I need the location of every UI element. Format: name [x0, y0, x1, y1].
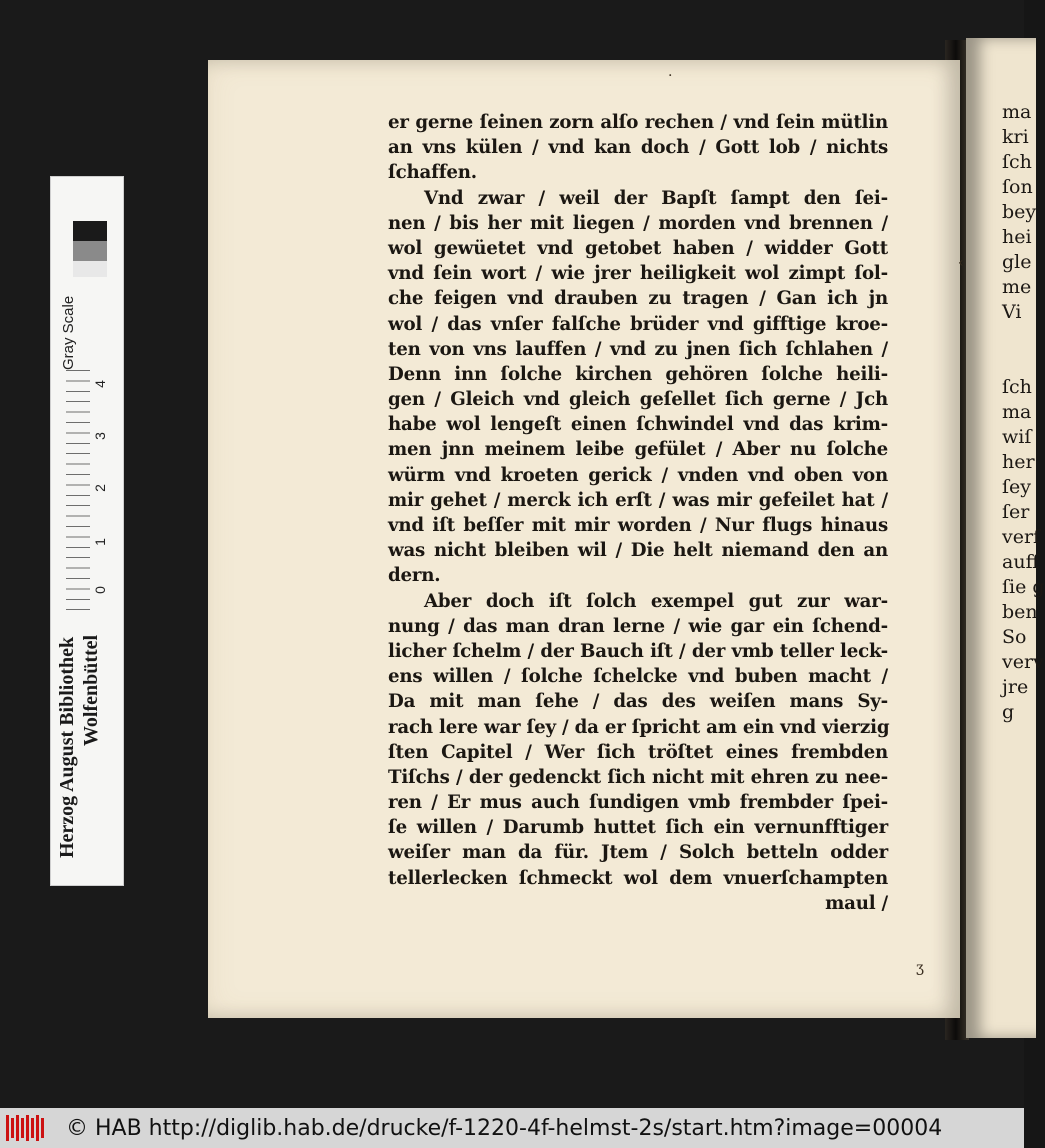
- ruler-number-2: 2: [91, 484, 108, 492]
- page-corner-mark: ʒ: [916, 960, 924, 976]
- white-swatch: [73, 261, 107, 277]
- facing-page-text: ma kri ſch ſon bey hei gle me Vi ſch ma wiſ her ſey ſer verſ auff ſie g ben So verv jre g: [1002, 101, 1045, 723]
- text-line: habe wol lengeſt einen ſchwindel vnd das krim-: [388, 414, 888, 436]
- gray-scale-label: Gray Scale: [60, 295, 77, 370]
- text-line: men jnn meinem leibe gefület / Aber nu ſolche: [388, 439, 888, 461]
- text-line: ens willen / ſolche ſchelcke vnd buben macht /: [388, 666, 888, 688]
- text-line: Vnd zwar / weil der Bapſt ſampt den ſei-: [424, 187, 888, 209]
- institution-city: Wolfenbüttel: [80, 634, 102, 746]
- text-line: an vns külen / vnd kan doch / Gott lob / nichts: [388, 137, 888, 159]
- text-line: weiſer man da für. Jtem / Solch betteln odder: [388, 842, 888, 864]
- footer-bar: [0, 1108, 1024, 1148]
- text-line: vnd ſein wort / wie jrer heiligkeit wol zimpt ſol-: [388, 263, 888, 285]
- text-line: nung / das man dran lerne / wie gar ein ſchend-: [388, 615, 888, 637]
- text-line: er gerne ſeinen zorn alſo rechen / vnd ſein mütlin: [388, 112, 888, 133]
- ruler-number-3: 3: [91, 432, 108, 440]
- text-line: ſchaffen.: [388, 162, 477, 184]
- text-line: rach lere war ſey / da er ſpricht am ein vnd vierzig: [388, 716, 890, 738]
- text-line: vnd iſt beſſer mit mir worden / Nur flugs hinaus: [388, 515, 888, 536]
- text-line: ren / Er mus auch ſundigen vmb frembder ſpei-: [388, 792, 888, 814]
- text-line: gen / Gleich vnd gleich geſellet ſich gerne / Jch: [388, 389, 888, 411]
- text-line: was nicht bleiben wil / Die helt niemand den an: [388, 540, 888, 562]
- text-line: licher ſchelm / der Bauch iſt / der vmb teller leck-: [388, 640, 888, 662]
- ruler-number-4: 4: [91, 380, 108, 388]
- text-line: dern.: [388, 565, 441, 587]
- text-line: nen / bis her mit liegen / morden vnd brennen /: [388, 212, 888, 234]
- text-line: ſe willen / Darumb huttet ſich ein vernunfftiger: [388, 817, 888, 839]
- text-line: ſten Capitel / Wer ſich tröſtet eines frembden: [388, 741, 888, 763]
- ruler-ticks: [66, 370, 90, 610]
- text-line: wol / das vnſer falſche brüder vnd gifftige kroe-: [388, 313, 888, 335]
- institution-name: Herzog August Bibliothek: [56, 636, 78, 858]
- page-mark: .: [668, 64, 673, 80]
- text-line: würm vnd kroeten gerick / vnden vnd oben von: [388, 464, 888, 486]
- text-line: mir gehet / merck ich erſt / was mir gefeilet hat /: [388, 489, 888, 511]
- text-line: Aber doch iſt ſolch exempel gut zur war-: [424, 590, 888, 612]
- ruler-number-0: 0: [91, 586, 108, 594]
- hab-logo-icon: [6, 1113, 46, 1143]
- ruler-number-1: 1: [91, 538, 108, 546]
- text-line: ten von vns lauffen / vnd zu jnen ſich ſchlahen /: [388, 338, 888, 360]
- text-line: Denn inn ſolche kirchen gehören ſolche heili-: [388, 363, 888, 385]
- text-line: Da mit man ſehe / das des weiſen mans Sy-: [388, 691, 888, 713]
- black-swatch: [73, 221, 107, 241]
- text-line: Tiſchs / der gedenckt ſich nicht mit ehren zu nee-: [388, 766, 888, 788]
- text-line: che feigen vnd drauben zu tragen / Gan ich jn: [388, 288, 888, 310]
- text-line: maul /: [825, 892, 888, 914]
- gray-swatch: [73, 241, 107, 261]
- text-line: wol gewüetet vnd getobet haben / widder Gott: [388, 237, 888, 259]
- page-text: [388, 110, 888, 916]
- text-line: tellerlecken ſchmeckt wol dem vnuerſchampten: [388, 867, 888, 889]
- page-edge-mark: ‹: [958, 255, 964, 271]
- copyright-url: © HAB http://diglib.hab.de/drucke/f-1220-4f-helmst-2s/start.htm?image=00004: [66, 1115, 943, 1141]
